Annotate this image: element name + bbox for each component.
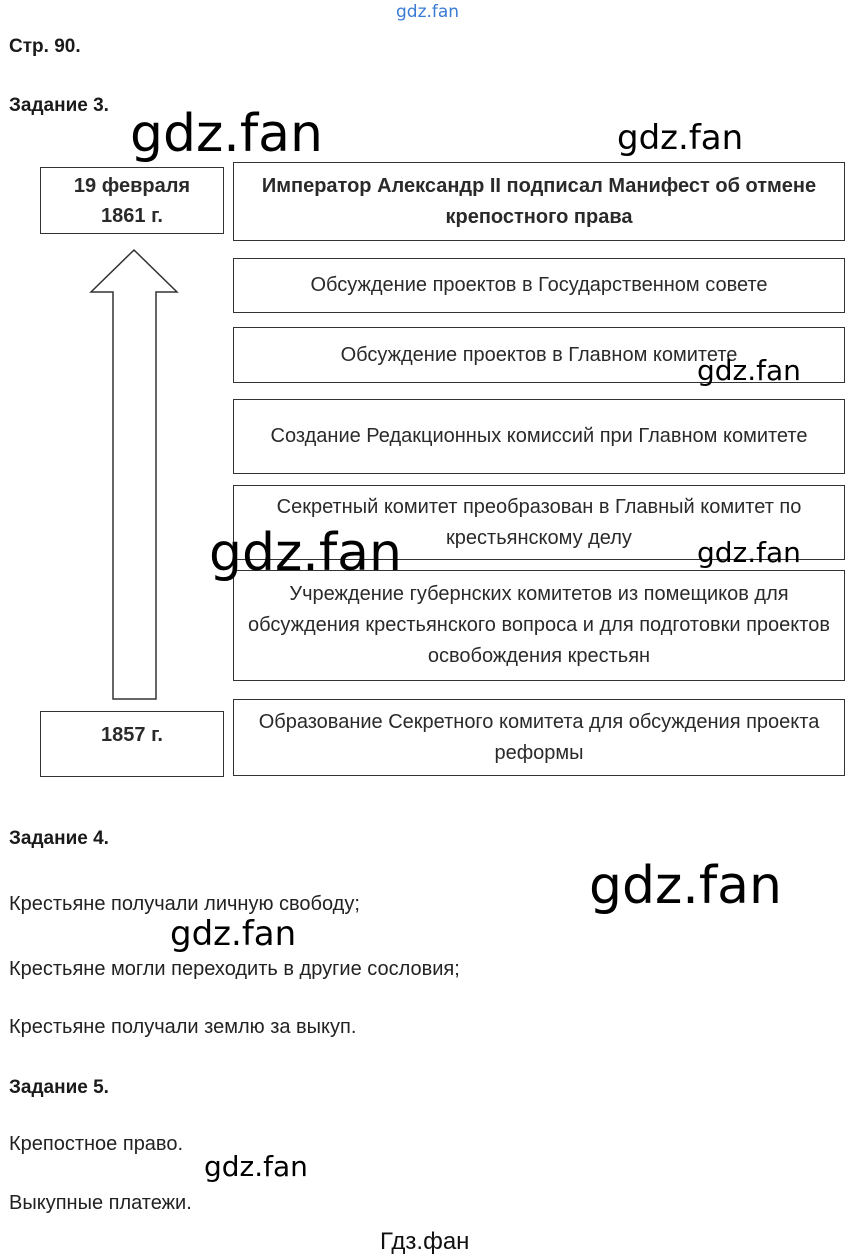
- task5-line: Крепостное право.: [9, 1133, 184, 1155]
- task4-line: Крестьяне получали землю за выкуп.: [9, 1016, 357, 1038]
- top-watermark: gdz.fan: [396, 2, 460, 22]
- date-box-1861: 19 февраля 1861 г.: [40, 167, 224, 234]
- date-box-1857: 1857 г.: [40, 711, 224, 777]
- event-editorial-commissions-text: Создание Редакционных комиссий при Главном комитете: [270, 425, 808, 447]
- page-heading: Стр. 90.: [9, 36, 81, 57]
- watermark: gdz.fan: [130, 104, 323, 164]
- watermark: gdz.fan: [617, 118, 744, 158]
- event-manifest-text: Император Александр II подписал Манифест об отмене крепостного права: [261, 174, 817, 228]
- event-secret-committee: [233, 699, 845, 776]
- up-arrow-icon: [88, 248, 180, 702]
- event-secret-committee-text: Образование Секретного комитета для обсуждения проекта реформы: [258, 710, 820, 764]
- task3-title: Задание 3.: [9, 95, 109, 116]
- event-state-council-text: Обсуждение проектов в Государственном совете: [310, 274, 768, 296]
- task4-title: Задание 4.: [9, 828, 109, 849]
- task5-title: Задание 5.: [9, 1077, 109, 1098]
- task4-line: Крестьяне получали личную свободу;: [9, 893, 360, 915]
- event-manifest: [233, 162, 845, 241]
- event-editorial-commissions: [233, 399, 845, 474]
- task5-line: Выкупные платежи.: [9, 1192, 192, 1214]
- watermark: gdz.fan: [209, 523, 402, 583]
- watermark: gdz.fan: [589, 856, 782, 916]
- watermark: gdz.fan: [204, 1150, 308, 1183]
- event-provincial-committees: [233, 570, 845, 681]
- event-state-council: [233, 258, 845, 313]
- event-secret-to-main-text: Секретный комитет преобразован в Главный комитет по крестьянскому делу: [276, 495, 802, 549]
- watermark: gdz.fan: [697, 536, 801, 569]
- event-provincial-committees-text: Учреждение губернских комитетов из помещиков для обсуждения крестьянского вопроса и для подготовки проектов освобождения крестьян: [248, 583, 830, 667]
- task4-line: Крестьяне могли переходить в другие сословия;: [9, 958, 460, 980]
- watermark: gdz.fan: [697, 354, 801, 387]
- footer-watermark: Гдз.фан: [380, 1228, 470, 1255]
- event-main-committee-text: Обсуждение проектов в Главном комитете: [340, 343, 738, 366]
- watermark: gdz.fan: [170, 914, 297, 954]
